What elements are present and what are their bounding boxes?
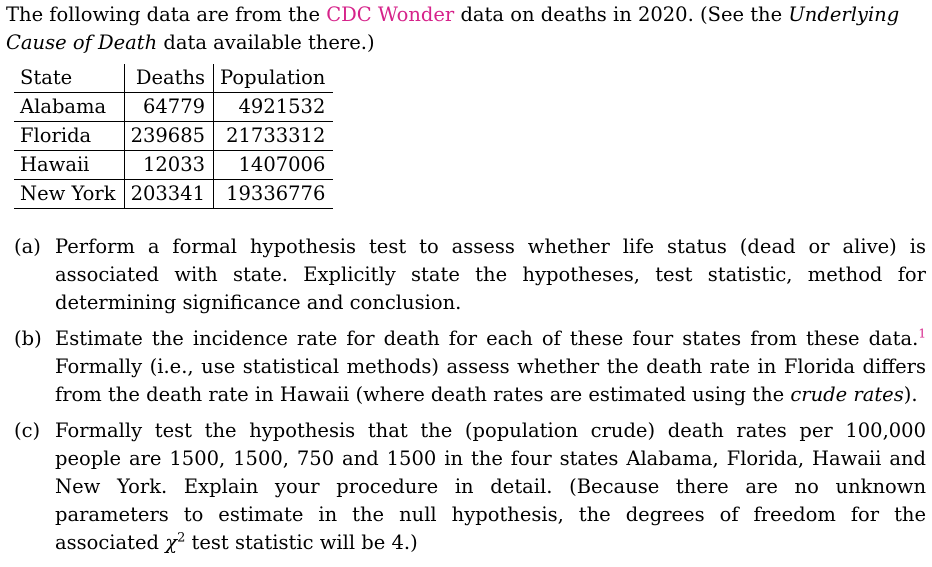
question-c-marker: (c): [14, 419, 41, 442]
cell-population: 19336776: [214, 180, 334, 209]
intro-text-end: data available there.): [157, 31, 375, 54]
cell-population: 1407006: [214, 151, 334, 180]
question-b-text-part1: Estimate the incidence rate for death for each of these four states from these data.: [55, 327, 919, 350]
question-b-italic: crude rates: [790, 383, 904, 406]
intro-paragraph: [6, 0, 926, 57]
header-state: State: [14, 64, 124, 93]
chi-symbol: χ: [165, 531, 178, 554]
cell-state: Florida: [14, 122, 124, 151]
question-a-marker: (a): [14, 235, 41, 258]
deaths-table: [14, 64, 333, 209]
question-b: [6, 325, 926, 409]
question-c-text-part1: Formally test the hypothesis that the (population crude) death rates per 100,000 people are 1500, 1500, 750 and 1500 in the four states Alabama, Florida, Hawaii and New York. Explain your procedure in detail. (Because there are no unknown parameters to estimate in the null hypothesis, the degrees of freedom for the associated: [55, 419, 926, 554]
question-c: [6, 417, 926, 557]
document-page: [6, 0, 926, 565]
cdc-wonder-link[interactable]: CDC Wonder: [326, 3, 455, 26]
header-population: Population: [220, 66, 326, 89]
table-row: [14, 93, 333, 122]
table-row: [14, 122, 333, 151]
table-header-row: [14, 64, 333, 93]
cell-deaths: 203341: [124, 180, 213, 209]
cell-deaths: 239685: [124, 122, 213, 151]
question-list: [6, 233, 926, 557]
question-b-text-end: ).: [903, 383, 918, 406]
cell-deaths: 64779: [124, 93, 213, 122]
cell-population: 21733312: [214, 122, 334, 151]
cell-deaths: 12033: [124, 151, 213, 180]
cell-state: Alabama: [14, 93, 124, 122]
cell-state: Hawaii: [14, 151, 124, 180]
intro-italic-text: Underlying Cause of Death: [6, 3, 900, 54]
intro-text-middle: data on deaths in 2020. (See the: [454, 3, 789, 26]
question-b-marker: (b): [14, 327, 42, 350]
cell-population: 4921532: [214, 93, 334, 122]
question-a-text: Perform a formal hypothesis test to assess whether life status (dead or alive) is associated with state. Explicitly state the hypotheses, test statistic, method for determining significance and conclusion.: [55, 235, 926, 314]
chi-power: 2: [177, 530, 186, 546]
intro-text-start: The following data are from the: [6, 3, 327, 26]
question-a: [6, 233, 926, 317]
cell-state: New York: [14, 180, 124, 209]
header-deaths: Deaths: [124, 64, 213, 93]
table-row: [14, 151, 333, 180]
question-b-text-part2: Formally (i.e., use statistical methods) assess whether the death rate in Florida differs from the death rate in Hawaii (where death rates are estimated using the: [55, 355, 926, 406]
table-row: [14, 180, 333, 209]
question-c-text-end: test statistic will be 4.): [185, 531, 418, 554]
footnote-link[interactable]: 1: [918, 326, 926, 341]
